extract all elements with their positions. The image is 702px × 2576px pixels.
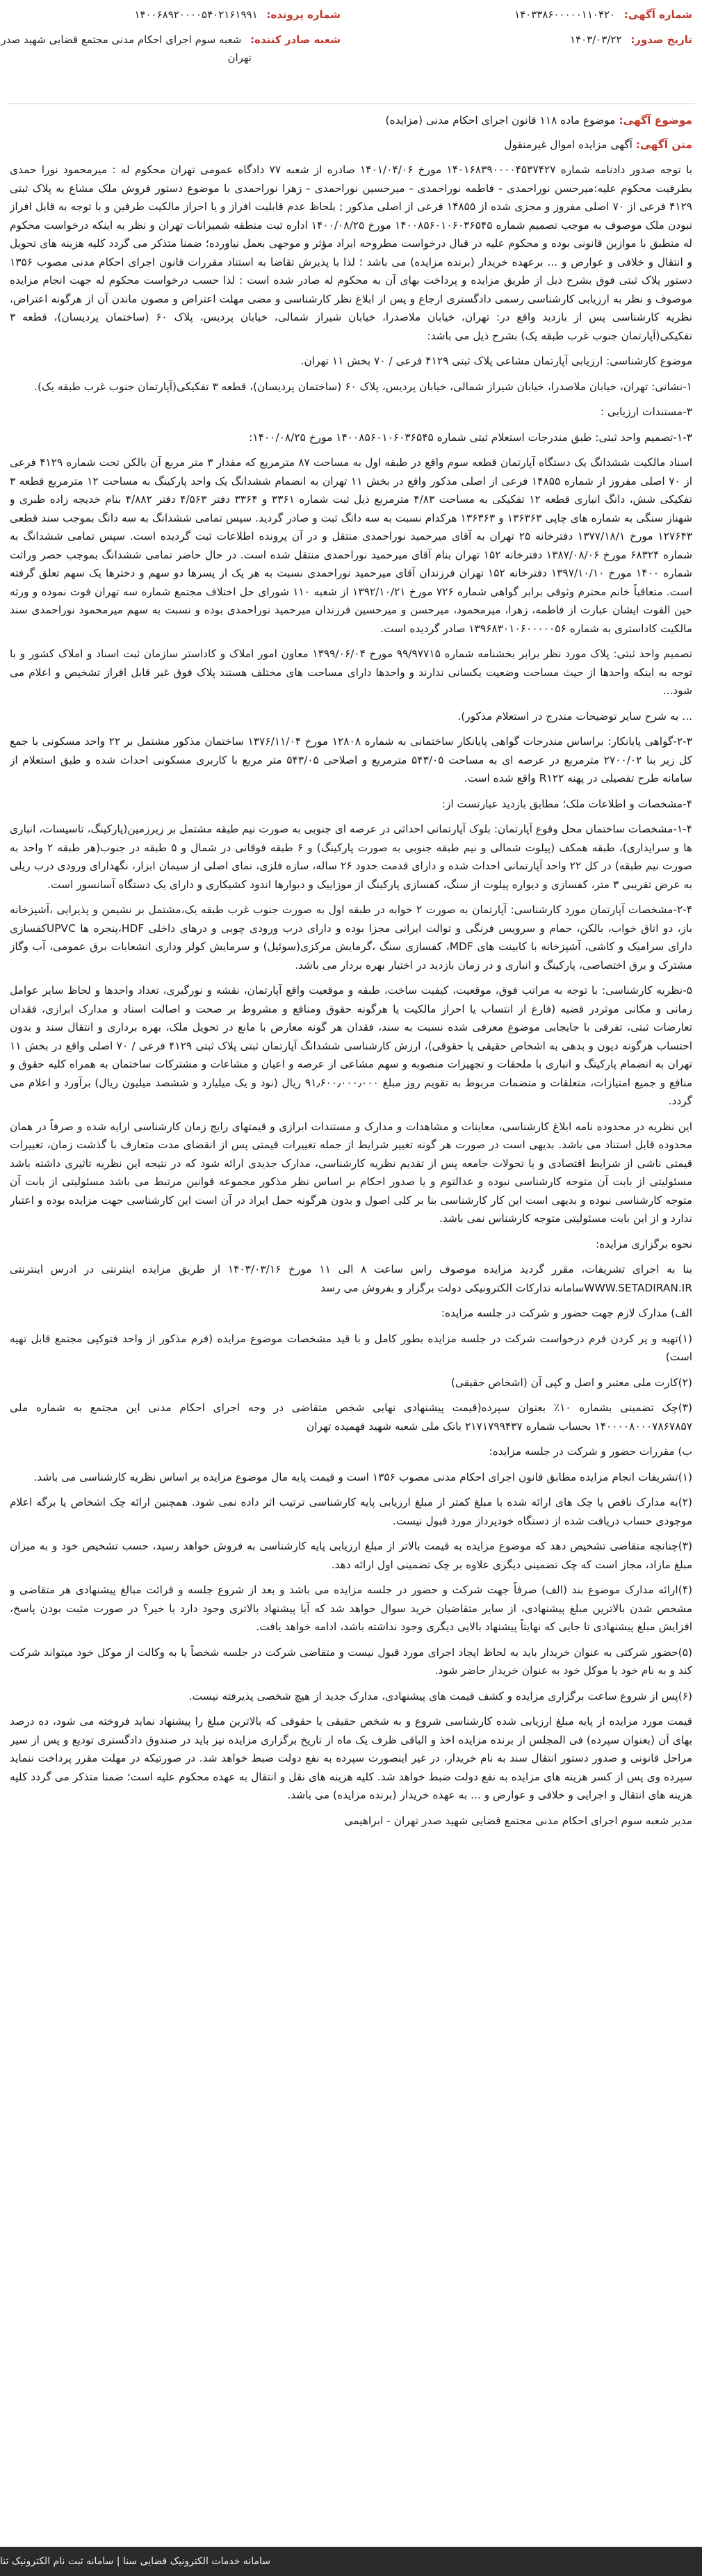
ad-paragraph: ... به شرح سایر توضیحات مندرج در استعلام مذکور). xyxy=(457,709,692,723)
subject-line: موضوع آگهی: موضوع ماده ۱۱۸ قانون اجرای احکام مدنی (مزایده) xyxy=(385,114,692,127)
site-footer[interactable]: سامانه خدمات الکترونیک قضایی سنا | سامانه ثبت نام الکترونیک ثنا xyxy=(0,2547,702,2576)
ad-paragraph: ۱-۴-مشخصات ساختمان محل وقوع آپارتمان: بلوک آپارتمانی احداثی در عرصه ای جنوبی به صورت نیم طبقه مشتمل بر زیرزمین(پارکینگ، تاسیسات، انباری ها و سرایداری)، طبقه همکف (پیلوت شمالی و نیم طبقه جنوبی به صورت پارکینگ) و ۶ طبقه فوقانی در شمال و ۵ طبقه در جنوب(هر طبقه ۲ واحد به صورت نیم طبقه) در کل ۲۲ واحد آپارتمانی احداث شده و دارای قدمت حدود ۲۶ ساله، سازه فلزی، نمای اصلی از سیمان ابزار، نگهدارای ورودی درب ریلی به عرض تقریبی ۳ متر، کفسازی و دیواره پیلوت از سنگ، کفسازی پارکینگ از موزاییک و دیوارها اندود کشیکاری و دارای یک دستگاه آسانسور است. xyxy=(10,823,692,891)
ad-paragraph: ۴-مشخصات و اطلاعات ملک؛ مطابق بازدید عبارتست از: xyxy=(441,797,692,810)
issuer: شعبه صادر کننده: شعبه سوم اجرای احکام مدنی مجتمع قضایی شهید صدر xyxy=(1,33,341,46)
publish-date: تاریخ صدور: ۱۴۰۳/۰۳/۲۲ xyxy=(569,33,692,46)
ad-header xyxy=(0,0,702,104)
ad-paragraph: (۲)به مدارک ناقص یا چک های ارائه شده با مبلغ کمتر از مبلغ ارزیابی پایه کارشناسی ترتیب اثر داده نمی شود. همچنین ارائه چک اشخاص یا برگه اعلام موجودی حساب دریافت شده از دستگاه خودپرداز مورد قبول نیست. xyxy=(10,1496,692,1527)
ad-paragraph: نحوه برگزاری مزایده: xyxy=(596,1237,692,1250)
body-title-line: متن آگهی: آگهی مزایده اموال غیرمنقول xyxy=(504,138,692,151)
ad-content xyxy=(10,111,692,2531)
ad-paragraph: الف) مدارک لازم جهت حضور و شرکت در جلسه مزایده: xyxy=(441,1307,692,1319)
issuer-line2: تهران xyxy=(227,51,252,64)
ad-paragraph: (۲)کارت ملی معتبر و اصل و کپی آن (اشخاص حقیقی) xyxy=(450,1376,692,1389)
ad-paragraph: ۲-۴-مشخصات آپارتمان مورد کارشناسی: آپارتمان به صورت ۲ خوابه در طبقه اول به صورت جنوب غرب طبقه یک،مشتمل بر نشیمن و پذیرایی ،آشپزخانه باز، دو اتاق خواب، بالکن، حمام و سرویس فرنگی و توالت ایرانی مجزا بوده و دارای درب ورودی چوبی و درهای داخلی HDF،پنجره ها UPVCکفسازی دارای سرامیک و کاشی، آشپزخانه با کابینت های MDF، کفسازی سنگ ،گرمایش مرکزی(سوئیل) و سرمایش کولر وداری انشعابات برق عمومی، آب وگاز مشترک و برق اختصاصی، پارکینگ و انباری و در زمان بازدید در اختیار بهره بردار می باشد. xyxy=(10,903,692,972)
ad-paragraph: تصمیم واحد ثبتی: پلاک مورد نظر برابر بخشنامه شماره ۹۹/۹۷۷۱۵ مورخ ۱۳۹۹/۰۶/۰۴ معاون امور املاک و کاداستر سازمان ثبت اسناد و املاک کشور و با توجه به اینکه واحدها از حیث مساحت وضعیت یکسانی ندارند و واحدها دارای مساحت های مختلف هستند پلاک فوق غیر قابل افراز تشخیص و اعلام می شود... xyxy=(10,647,692,697)
ad-paragraph: موضوع کارشناسی: ارزیابی آپارتمان مشاعی پلاک ثبتی ۴۱۲۹ فرعی / ۷۰ بخش ۱۱ تهران. xyxy=(300,355,692,367)
ad-paragraph: ۱-نشانی: تهران، خیابان ملاصدرا، خیابان شیراز شمالی، خیابان پردیس، پلاک ۶۰ (ساختمان پردیسان)، قطعه ۳ تفکیکی(آپارتمان جنوب غرب طبقه یک). xyxy=(34,380,692,393)
ad-paragraph: ۳-مستندات ارزیابی : xyxy=(600,405,692,418)
ad-paragraph: مدیر شعبه سوم اجرای احکام مدنی مجتمع قضایی شهید صدر تهران - ابراهیمی xyxy=(344,1814,692,1827)
ad-paragraph: (۱)تهیه و پر کردن فرم درخواست شرکت در جلسه مزایده بطور کامل و با قید مشخصات موضوع مزایده (فرم مذکور از واحد فتوکپی مجتمع قابل تهیه است) xyxy=(10,1332,692,1363)
ad-paragraph: قیمت مورد مزایده از پایه مبلغ ارزیابی شده کارشناسی شروع و به شخص حقیقی یا حقوقی که بالاترین مبلغ را پیشنهاد نماید فروخته می شود، ده درصد بهای آن (بعنوان سپرده) فی المجلس از برنده مزایده اخذ و الباقی ظرف یک ماه از تاریخ برگزاری مزایده نیز باید در صندوق دادگستری تودیع و پس از سیر مراحل قانونی و صدور دستور انتقال سند به نام خریدار، در غیر اینصورت سپرده به نفع دولت ضبط خواهد شد. در صورتیکه در مهلت مقرر پرداخت ننماید سپرده وی پس از کسر هزینه های مزایده به نفع دولت ضبط خواهد شد. کلیه هزینه های نقل و انتقال به عهده محکوم علیه است؛ ضمنا متذکر می گردد کلیه هزینه های انتقال و اجرایی و خلافی و عوارض و ... به عهده خریدار (برنده مزایده) می باشد. xyxy=(10,1715,692,1801)
ad-paragraph: (۳)چک تضمینی بشماره ۱۰٪ بعنوان سپرده(قیمت پیشنهادی نهایی شخص متقاضی در وجه اجرای احکام مدنی این مجتمع به شماره ملی ۱۴۰۰۰۰۸۰۰۰۷۸۶۷۸۵۷ بحساب شماره ۲۱۷۱۷۹۹۴۳۷ بانک ملی شعبه شهید فهمیده تهران xyxy=(10,1401,692,1433)
ad-paragraph: با توجه صدور دادنامه شماره ۱۴۰۱۶۸۳۹۰۰۰۰۴۵۳۷۴۲۷ مورخ ۱۴۰۱/۰۴/۰۶ صادره از شعبه ۷۷ دادگاه عمومی تهران محکوم له : میرمحمود نورا حمدی بطرفیت محکوم علیه:میرحسن نوراحمدی - فاطمه نوراحمدی - میرحسین نوراحمدی - زهرا نوراحمدی با موضوع دستور فروش ملک مشاع به پلاک ثبتی ۴۱۲۹ فرعی از ۷۰ اصلی مفروز و مجزی شده از ۱۴۸۵۵ فرعی از اصلی مذکور ; بلحاظ عدم قابلیت افراز و یا احراز مالکیت طرفین و با توجه به قابل افراز نبودن ملک موصوف به موجب تصمیم شماره ۱۴۰۰۸۵۶۰۱۰۶۰۳۶۵۴۵ مورخ ۱۴۰۰/۰۸/۲۵ اداره ثبت منطقه شمیرانات تهران و نظر به اینکه درخواست محکوم له منطبق با موازین قانونی بوده و محکوم علیه در قبال درخواست مطروحه ایراد مؤثر و موجهی بعمل نیاورده؛ ضمنا متذکر می گردد کلیه هزینه های تحویل و انتقال و خلافی و عوارض و ... برعهده خریدار (برنده مزایده) می باشد ؛ لذا با پذیرش تقاضا به استناد مقررات قانون اجرای احکام مدنی مصوب ۱۳۵۶ دستور پلاک ثبتی فوق بشرح ذیل از طریق مزایده و پرداخت بهای آن به محکوم له صادر شده است : لذا حسب درخواست محکوم له جهت انجام مزایده موصوف و نظر به ارزیابی کارشناسی رسمی دادگستری ارجاع و پس از ابلاغ نظر کارشناسی و مضی مهلت اعتراض و مصون ماندن آن از هرگونه اعتراض، نظریه کارشناسی پس از بازدید واقع در: تهران، خیابان ملاصدرا، خیابان شیراز شمالی، خیابان پردیس، پلاک ۶۰ (ساختمان پردیسان)، قطعه ۳ تفکیکی(آپارتمان جنوب غرب طبقه یک) بشرح ذیل می باشد: xyxy=(10,163,692,342)
ad-paragraph: ۲-۳-گواهی پایانکار: براساس مندرجات گواهی پایانکار ساختمانی به شماره ۱۲۸۰۸ مورخ ۱۳۷۶/۱۱/۰۴ ساختمان مذکور مشتمل بر ۲۲ واحد مسکونی با جمع کل زیر بنا ۲۷۰۰/۰۲ مترمربع در عرصه ای به مساحت ۵۴۳/۰۵ مترمربع و اصلاحی ۵۴۳/۰۵ متر مربع با کاربری مسکونی احداث شده و طبق استعلام از سامانه طرح تفصیلی در پهنه R۱۲۲ واقع شده است. xyxy=(10,735,692,784)
ad-paragraph: (۵)حضور شرکتی به عنوان خریدار باید به لحاظ ایجاد اجرای مورد قبول نیست و متقاضی شرکت در جلسه شخصاً یا به وکالت از موکل خود میتواند شرکت کند و به نام خود یا موکل خود به عنوان خریدار حاضر شود. xyxy=(10,1645,692,1677)
ad-paragraph: بنا به اجرای تشریفات، مقرر گردید مزایده موصوف راس ساعت ۸ الی ۱۱ مورخ ۱۴۰۳/۰۳/۱۶ از طریق مزایده اینترنتی در ادرس اینترنتی WWW.SETADIRAN.IRسامانه تدارکات الکترونیکی دولت برگزار و بفروش می رسد xyxy=(10,1263,692,1294)
ad-number: شماره آگهی: ۱۴۰۳۳۸۶۰۰۰۰۰۱۱۰۴۲۰ xyxy=(514,8,692,21)
header-divider xyxy=(7,103,695,104)
ad-paragraph: (۴)ارائه مدارک موضوع بند (الف) صرفاً جهت شرکت و حضور در جلسه مزایده می باشد و بعد از شروع جلسه و قرائت مبالغ پیشنهادی هر متقاضی و مشخص شدن بالاترین مبلغ پیشنهادی، از سایر متقاضیان خرید سوال خواهد شد که آیا پیشنهاد بالاتری وجود دارد یا خیر؟ در صورت مثبت بودن پاسخ، افزایش مبلغ پیشنهادی تا جایی که نهایتاً پیشنهاد بالایی دیگری وجود نداشته باشد، ادامه خواهد یافت. xyxy=(10,1584,692,1633)
file-number: شماره پرونده: ۱۴۰۰۶۸۹۲۰۰۰۰۵۴۰۲۱۶۱۹۹۱ xyxy=(134,8,341,21)
ad-paragraph: این نظریه در محدوده نامه ابلاغ کارشناسی، معاینات و مشاهدات و مدارک و مستندات ابرازی و قیمتهای رایج زمان کارشناسی ارایه شده و صرفاً در همان محدوده قابل استناد می باشد. بدیهی است در صورت هر گونه تغییر شرایط از جمله تغییرات قیمتی پس از انقضای مدت متعارف با گذشت زمان، تغییرات قیمتی ناشی از شرایط اقتصادی و یا تحولات جامعه پس از تقدیم نظریه کارشناسی، مدارک جدیدی ارائه شود که در نتیجه این نظریه تاثیری داشته باشد مسئولیتی از بابت آن متوجه کارشناسی نبوده و عدالتوم و یا صدور احکام بر اساس نظر مذکور مجموعه قوانین مرتبط می باشد مسئولیتی از بابت آن متوجه کارشناسی نبوده و بدیهی است این کار کارشناسی بنا بر کلی اصول و بدون هرگونه حمل ایراد در آن است این کارشناسی جهت مزایده بوده و اعتبار ندارد و از این بابت مسئولیتی متوجه کارشناس نمی باشد. xyxy=(10,1120,692,1225)
ad-paragraph: ۵-نظریه کارشناسی: با توجه به مراتب فوق، موقعیت، کیفیت ساخت، طبقه و موقعیت واقع آپارتمان، نقشه و نورگیری، تعداد واحدها و لحاظ سایر عوامل زمانی و مکانی موثردر قضیه (فارغ از انتساب یا احراز مالکیت یا هرگونه حقوق ومنافع و مشروط بر صحت و اصالت اسناد و مدارک ابرازی، فقدان تعارضات ثبتی، تفرقی با جایجابی موضوع معرفی شده نسبت به سند، فقدان هر گونه معارض با مانع در تحویل ملک، بهره برداری و انتقال سند و بدون احتساب هرگونه دیون و بدهی به اشخاص حقیقی یا حقوقی)، ارزش کارشناسی ششدانگ آپارتمان ثبتی پلاک ثبتی ۴۱۲۹ فرعی / ۷۰ اصلی واقع در بخش ۱۱ تهران به انضمام پارکینگ و انباری با ملحقات و تجهیزات منصوبه و سهم مشاعی از عرصه و اعیان و مشاعات و مشترکات ساختمان به همراه کلیه حقوق و منافع و جمیع امتیازات، متعلقات و منضمات مربوط به تقویم روز مبلغ ۹۱٫۶۰۰٫۰۰۰٫۰۰۰ ریال (نود و یک میلیارد و ششصد میلیون ریال) برآورد و اعلام می گردد. xyxy=(10,984,692,1107)
ad-paragraph: ۱-۳-تصمیم واحد ثبتی: طبق مندرجات استعلام ثبتی شماره ۱۴۰۰۸۵۶۰۱۰۶۰۳۶۵۴۵ مورخ ۱۴۰۰/۰۸/۲۵: xyxy=(249,430,692,444)
ad-paragraph: ب) مقررات حضور و شرکت در جلسه مزایده: xyxy=(489,1445,692,1458)
ad-paragraph: (۶)پس از شروع ساعت برگزاری مزایده و کشف قیمت های پیشنهادی، مدارک جدید از هیچ شخصی پذیرفته نیست. xyxy=(188,1689,692,1702)
ad-body xyxy=(10,161,692,1830)
ad-paragraph: اسناد مالکیت ششدانگ یک دستگاه آپارتمان قطعه سوم واقع در طبقه اول به مساحت ۸۷ مترمربع که مقدار ۳ متر مربع آن بالکن تحت شماره ۴۱۲۹ فرعی از ۷۰ اصلی مفروز از شماره ۱۴۸۵۵ فرعی از اصلی مذکور واقع در بخش ۱۱ تهران به انضمام ششدانگ یک واحد پارکینگ به مساحت ۱۲ مترمربع قطعه ۳ تفکیکی شش، دانگ انباری قطعه ۱۲ تفکیکی به مساحت ۴/۸۳ مترمربع ذیل ثبت شماره ۳۳۶۱ و ۳۳۶۴ دفتر ۴/۵۶۳ دفتر ۴/۸۸۲ بنام خدیجه زاده طبری و شهناز سنگی به شماره های چاپی ۱۳۶۳۶۳ و ۱۳۶۳۶۳ هرکدام نسبت به سه دانگ ثبت و صادر گردید. سپس تمامی ششدانگ به سه دانگ بموجب سند قطعی ۱۲۷۶۴۳ مورخ ۱۳۷۷/۱۸/۱ دفترخانه ۲۵ تهران به آقای میرحمید نوراحمدی منتقل و در آن پرونده اطلاعات ثبت گردیده است. سپس تمامی ششدانگ به شماره ۶۸۳۲۴ مورخ ۱۳۸۷/۰۸/۰۶ دفترخانه ۱۵۲ تهران بنام آقای میرحمید نوراحمدی منتقل شده است. در حال حاضر تمامی ششدانگ بموجب حصر وراثت شماره ۱۴۰۰ مورخ ۱۳۹۷/۱۰/۱۰ دفترخانه ۱۵۲ تهران فرزندان آقای میرحمید نوراحمدی نسبت به هر یک از پسرها دو سهم و دخترها یک سهم تعلق گرفته است. متعاقباً خانم محترم وثوقی برابر گواهی شماره ۷۲۶ مورخ ۱۳۹۲/۱۰/۲۱ از شعبه ۱۱۰ شورای حل اختلاف مجتمع شماره سه تهران فوت نموده و ورثه حین الفوت ایشان عبارت از فاطمه، زهرا، میرمحمود، میرحسن و میرحسین فرزندان میرحمید نوراحمدی بوده و نسبت به سهم میرمحمود نوراحمدی سند مالکیت کاداستری به شماره ۱۳۹۶۸۳۰۱۰۶۰۰۰۰۰۵۶ صادر گردیده است. xyxy=(10,456,692,635)
ad-paragraph: (۳)چنانچه متقاضی تشخیص دهد که موضوع مزایده به قیمت بالاتر از مبلغ ارزیابی پایه کارشناسی به فروش خواهد رسید، حسب تشخیص خود و به میزان مبلغ مازاد، مجاز است که چک تضمینی دیگری علاوه بر چک تضمینی اول ارائه دهد. xyxy=(10,1540,692,1571)
ad-paragraph: (۱)تشریفات انجام مزایده مطابق قانون اجرای احکام مدنی مصوب ۱۳۵۶ است و قیمت پایه مال موضوع مزایده بر اساس نظریه کارشناسی می باشد. xyxy=(33,1470,692,1483)
